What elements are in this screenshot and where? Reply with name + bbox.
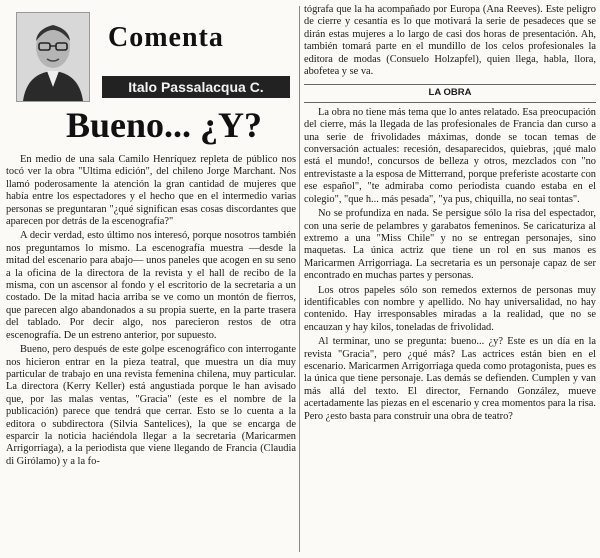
article-body-left (6, 154, 296, 470)
article-body-right (304, 4, 596, 425)
author-photo-icon (17, 13, 89, 101)
author-byline: Italo Passalacqua C. (102, 76, 290, 98)
left-column (6, 4, 296, 554)
section-subhead: LA OBRA (304, 84, 596, 102)
headline: Bueno... ¿Y? (66, 105, 263, 145)
author-portrait (16, 12, 90, 102)
article-paragraph: No se profundiza en nada. Se persigue sólo la risa del espectador, con una serie de pelambres y garabatos femeninos. Se caricaturiza al extremo a una "Miss Chile" y no se entregan personajes, sino maquetas. La única actriz que tiene un rol en sus manos es Maricarmen Arrigorriaga. La secretaria es un personaje capaz de ser encontrado en muchas partes y personas. (304, 208, 596, 282)
article-paragraph: Al terminar, uno se pregunta: bueno... ¿y? Este es un día en la revista "Gracia", pero ¿qué más? Las actrices están bien en el escenario. Maricarmen Arrigorriaga queda como protagonista, pues es la única que tiene personaje. Las demás se defienden. Cumplen y van más allá del texto. El director, Fernando González, mueve acertadamente las piezas en el escenario y crea momentos para la risa. Pero ¿esto basta para construir una obra de teatro? (304, 336, 596, 422)
right-column (304, 4, 596, 554)
column-rubric: Comenta (108, 22, 224, 53)
article-paragraph: En medio de una sala Camilo Henríquez repleta de público nos tocó ver la obra "Ultima edición", del chileno Jorge Marchant. Nos llamó poderosamente la atención la gran cantidad de mujeres que había entre los espectadores y el hecho que en el intermedio varias personas se preguntaran "¿qué significan esas cosas discordantes que aparecen por detrás de la escenografía?" (6, 154, 296, 228)
article-paragraph: Bueno, pero después de este golpe escenográfico con interrogante nos hicieron entrar en la pieza teatral, que muestra un día muy particular de trabajo en una revista femenina chilena, muy particular. La directora (Kerry Keller) está angustiada porque le han avisado que, por las malas ventas, "Gracia" (este es el nombre de la publicación) parece que tendrá que cerrar. Esto se lo cuenta a la editora o subdirectora (Silvia Santelices), la que se encarga de esparcir la noticia haciéndola llegar a la secretaria (Maricarmen Arrigorriaga), a la periodista que viene llegando de Francia (Claudia di Girólamo) y a la fo- (6, 344, 296, 467)
column-divider (299, 6, 300, 552)
article-paragraph: Los otros papeles sólo son remedos externos de personas muy identificables con nombre y apellido. No hay universalidad, no hay contenido. Hay irresponsables miradas a la realidad, que no se encauzan y hay kilos, toneladas de frivolidad. (304, 284, 596, 333)
article-paragraph: La obra no tiene más tema que lo antes relatado. Esa preocupación del cierre, más la llegada de las profesionales de Francia dan curso a una serie de frivolidades máximas, donde se tocan temas de conversación actuales: recesión, desaparecidos, quiebras, ¡qué malo está el mundo!, concursos de belleza y otros, mezclados con "no entrevistaste a la esposa de Mitterrand, porque preferiste acostarte con ese español", "te admiraba como periodista cuando estaba en el colegio", "que h... más pesada", "ya pus, chiquilla, no seai tontas". (304, 106, 596, 205)
article-paragraph: A decir verdad, esto último nos interesó, porque nosotros también nos preguntamos lo mismo. La escenografía muestra —desde la mitad del escenario para abajo— unos paneles que acogen en su seno a la oficina de la directora de la revista y el hall de recibo de la misma, con un ascensor al fondo y el escritorio de la secretaria a un costado. De la mitad hacia arriba se ve como un montón de fierros, que parecen algo abandonados a su propia suerte, en la parte trasera del tablado. Por decir algo, nos parecieron restos de otra escenografía. De un estreno anterior, por supuesto. (6, 230, 296, 341)
article-paragraph: tógrafa que la ha acompañado por Europa (Ana Reeves). Este peligro de cierre y cesantía es lo que motivará la serie de pesadeces que se dirán estas mujeres a lo largo de casi dos horas de presentación. Ah, también tomará parte en el mundillo de los celos profesionales la editora de modas (Consuelo Holzapfel), quien llega, habla, llora, abofetea y se va. (304, 4, 596, 78)
